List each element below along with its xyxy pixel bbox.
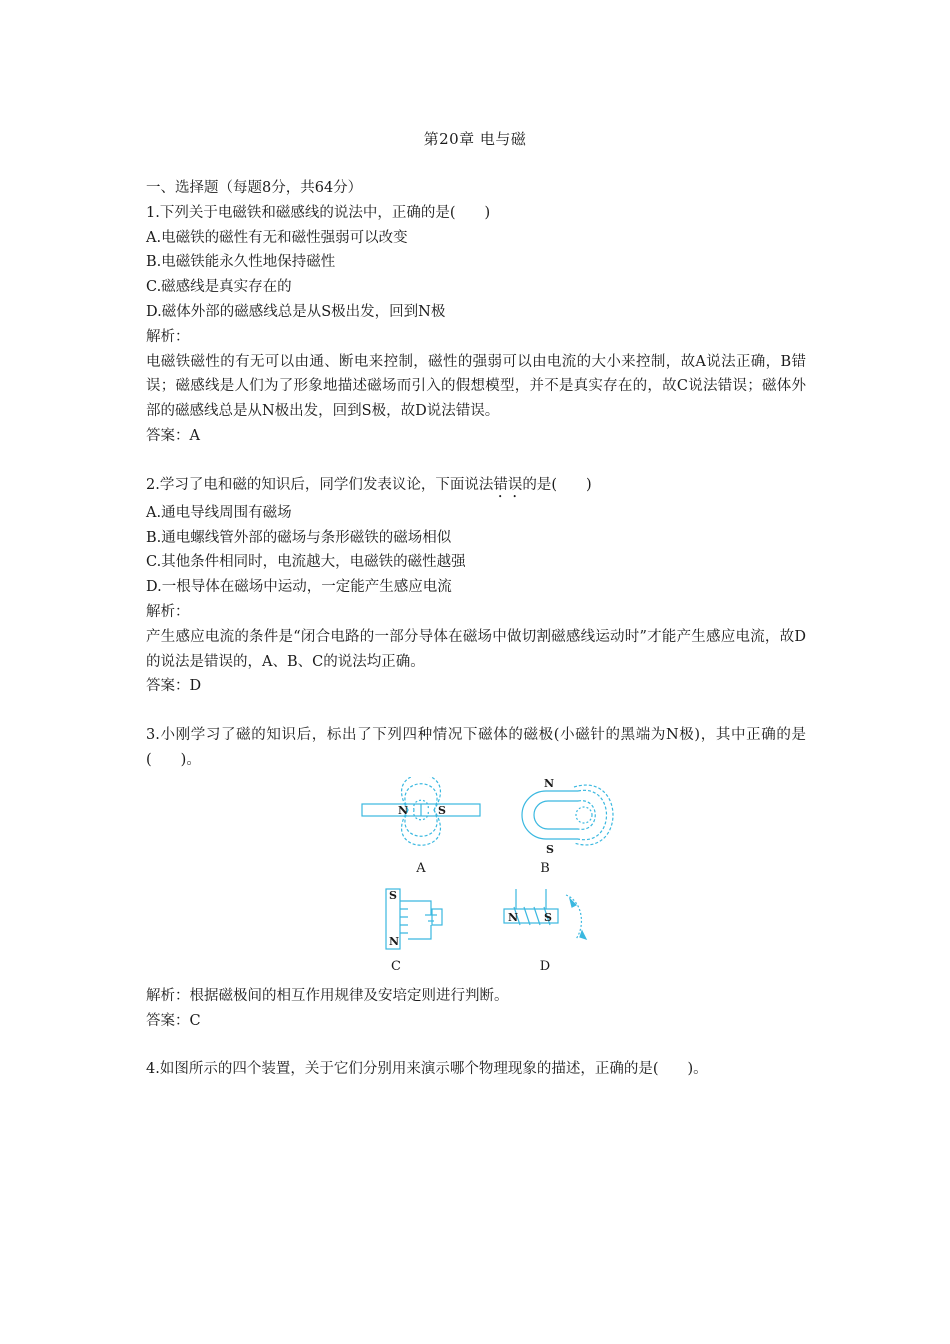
q2-stem-pre: 2.学习了电和磁的知识后，同学们发表议论，下面说法: [146, 476, 494, 493]
figure-caption-d: D: [539, 958, 551, 974]
q1-option-c: C.磁感线是真实存在的: [146, 279, 292, 296]
figure-b-horseshoe-magnet: [522, 785, 613, 845]
figure-b-pole-n: N: [544, 776, 555, 790]
figure-d-pole-s: S: [544, 910, 552, 924]
section-heading: 一、选择题（每题8分，共64分）: [146, 180, 363, 196]
figure-b-pole-s: S: [546, 842, 554, 856]
q1-option-d: D.磁体外部的磁感线总是从S极出发，回到N极: [146, 303, 446, 320]
q2-option-a: A.通电导线周围有磁场: [146, 504, 292, 521]
q1-stem: 1.下列关于电磁铁和磁感线的说法中，正确的是( ): [146, 204, 491, 221]
q1-option-b: B.电磁铁能永久性地保持磁性: [146, 254, 336, 271]
q1-analysis: 电磁铁磁性的有无可以由通、断电来控制，磁性的强弱可以由电流的大小来控制，故A说法正确，B错误；磁感线是人们为了形象地描述磁场而引入的假想模型，并不是真实存在的，故C说法错误；磁体外部的磁感线总是从N极出发，回到S极，故D说法错误。: [146, 353, 806, 420]
figure-c-pole-n: N: [389, 934, 400, 948]
page-title: 第20章 电与磁: [423, 130, 527, 148]
figure-d-pole-n: N: [508, 910, 519, 924]
q2-option-c: C.其他条件相同时，电流越大，电磁铁的磁性越强: [146, 554, 466, 571]
q3-analysis: 解析：根据磁极间的相互作用规律及安培定则进行判断。: [146, 987, 509, 1004]
figure-caption-c: C: [391, 958, 401, 974]
q2-analysis-label: 解析：: [146, 603, 190, 620]
q1-analysis-label: 解析：: [146, 328, 190, 345]
q2-stem-post: 的是( ): [522, 476, 592, 493]
q2-option-d: D.一根导体在磁场中运动，一定能产生感应电流: [146, 579, 452, 596]
q2-answer: 答案：D: [146, 678, 202, 695]
magnet-figure: [146, 777, 806, 982]
figure-a-bar-magnet: [362, 777, 480, 845]
figure-caption-a: A: [416, 860, 426, 876]
q1-option-a: A.电磁铁的磁性有无和磁性强弱可以改变: [146, 229, 408, 246]
q1-answer: 答案：A: [146, 427, 200, 444]
magnet-diagram: [146, 777, 806, 982]
document-body: [146, 176, 806, 1082]
q2-stem-emphasis: 错误: [493, 476, 523, 493]
figure-a-pole-n: N: [398, 803, 409, 817]
figure-c-pole-s: S: [389, 888, 397, 902]
q3-stem: 3.小刚学习了磁的知识后，标出了下列四种情况下磁体的磁极(小磁针的黑端为N极)，其中正确的是( )。: [146, 727, 806, 768]
figure-a-pole-s: S: [438, 803, 446, 817]
figure-caption-b: B: [540, 860, 550, 876]
q2-option-b: B.通电螺线管外部的磁场与条形磁铁的磁场相似: [146, 529, 452, 546]
q2-stem: [146, 473, 806, 501]
q4-stem: 4.如图所示的四个装置，关于它们分别用来演示哪个物理现象的描述，正确的是( )。: [146, 1061, 708, 1078]
q3-answer: 答案：C: [146, 1012, 201, 1029]
q2-analysis: 产生感应电流的条件是“闭合电路的一部分导体在磁场中做切割磁感线运动时”才能产生感应电流，故D的说法是错误的，A、B、C的说法均正确。: [146, 628, 806, 670]
